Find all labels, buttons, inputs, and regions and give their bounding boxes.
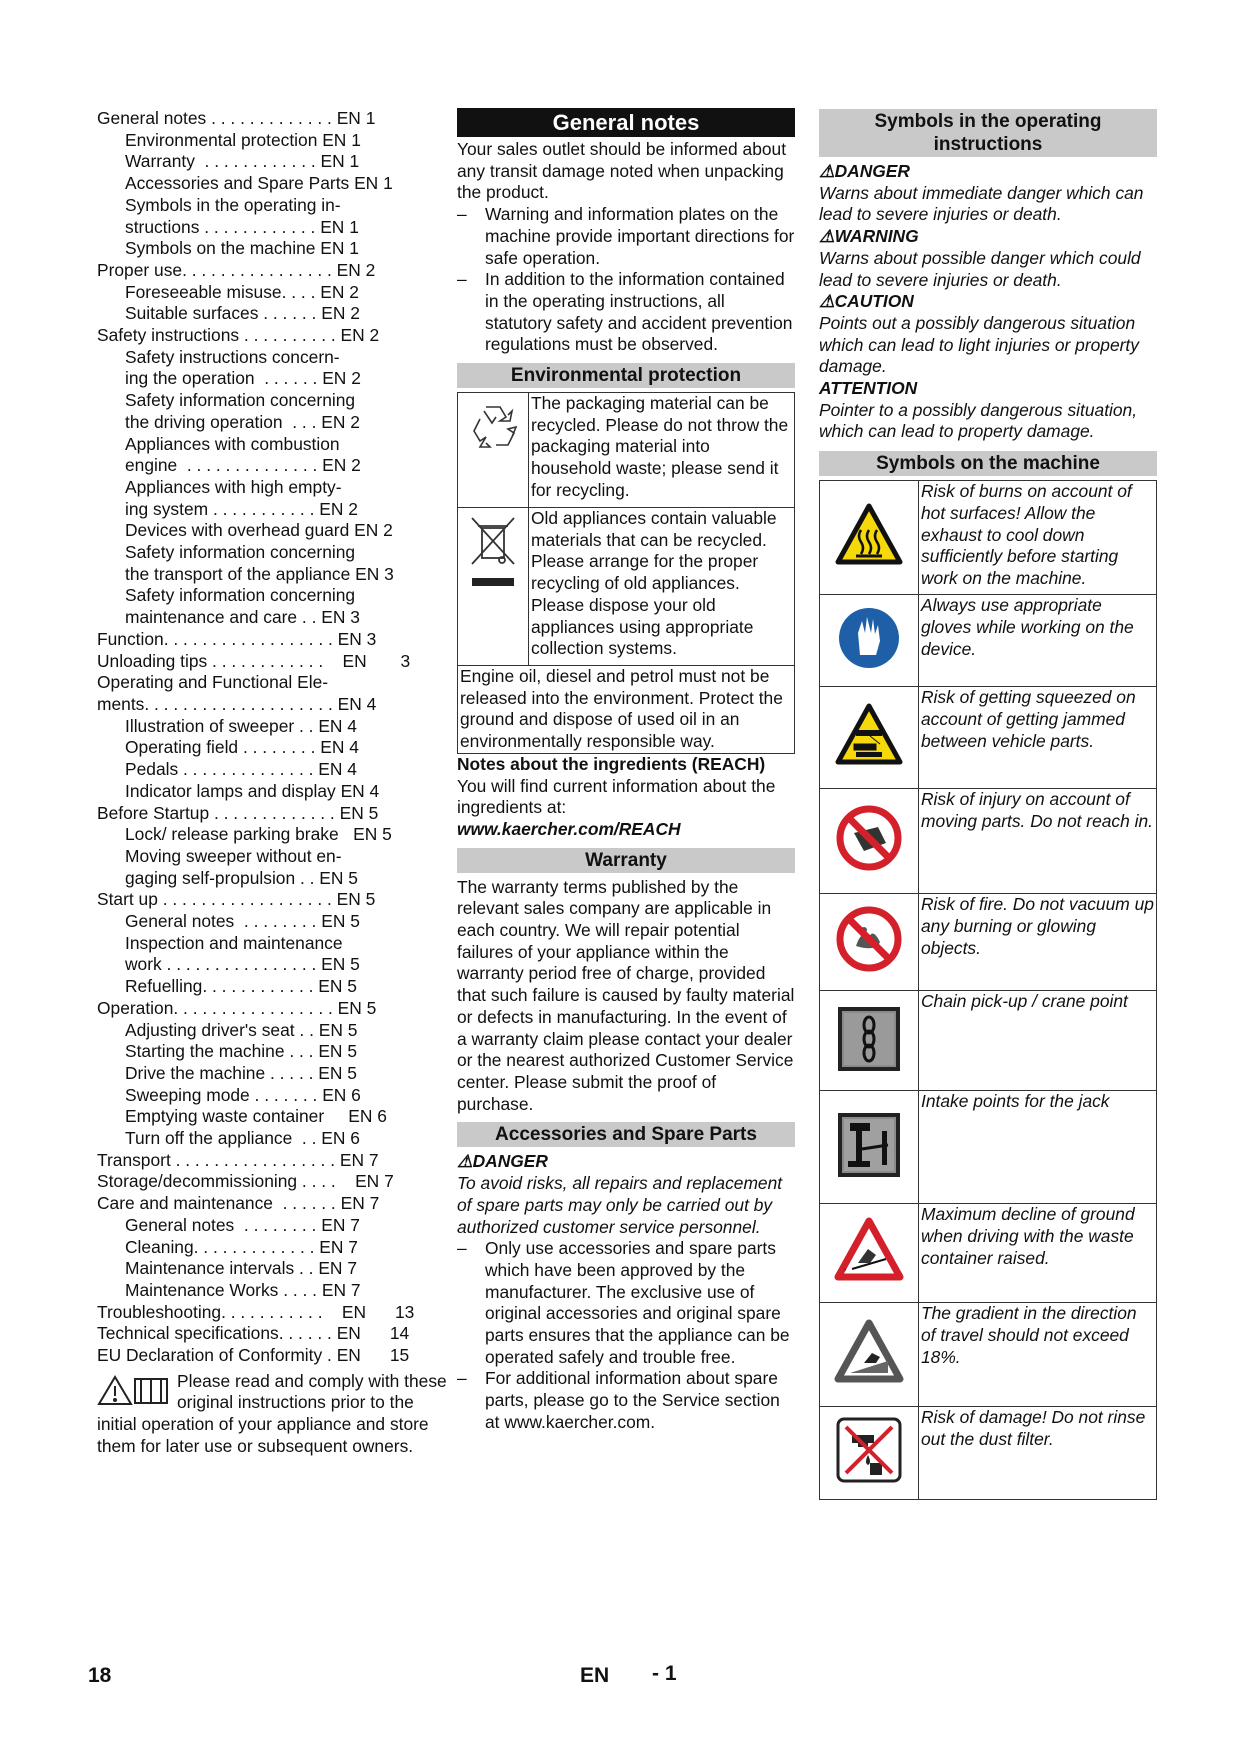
toc-entry[interactable]: maintenance and care . . EN 3: [125, 607, 360, 628]
toc-entry[interactable]: Moving sweeper without en-: [125, 845, 342, 866]
machine-symbol-text: Maximum decline of ground when driving with the waste container raised.: [919, 1204, 1157, 1303]
toc-entry[interactable]: Safety instructions concern-: [125, 346, 340, 367]
toc-entry[interactable]: Operating and Functional Ele-: [97, 672, 329, 693]
table-of-contents: [97, 108, 447, 1458]
machine-symbol-text: Risk of damage! Do not rinse out the dust filter.: [919, 1407, 1157, 1500]
table-row: [458, 393, 795, 508]
machine-symbol-text: The gradient in the direction of travel should not exceed 18%.: [919, 1303, 1157, 1407]
warning-triangle-icon: ⚠: [819, 226, 835, 247]
bullet-item: – Only use accessories and spare parts which have been approved by the manufacturer. The exclusive use of original accessories and original spare parts ensures that the appliance can be operated safely and trouble free.: [457, 1238, 790, 1367]
table-row: [820, 687, 1157, 789]
symbol-description: Points out a possibly dangerous situation which can lead to light injuries or property damage.: [819, 312, 1139, 377]
read-notice-text: Please read and comply with these original instructions prior to the initial operation of your appliance and store them for later use or subsequent owners.: [97, 1370, 447, 1456]
symbols-machine-heading: Symbols on the machine: [819, 451, 1157, 476]
middle-column: [457, 108, 795, 1434]
toc-entry[interactable]: Accessories and Spare Parts EN 1: [125, 173, 393, 194]
machine-symbol-text: Risk of fire. Do not vacuum up any burning or glowing objects.: [919, 894, 1157, 991]
table-row: [820, 1407, 1157, 1500]
reach-heading: Notes about the ingredients (REACH): [457, 753, 766, 774]
toc-entry[interactable]: Emptying waste container EN 6: [125, 1106, 387, 1127]
toc-entry[interactable]: Suitable surfaces . . . . . . EN 2: [125, 303, 360, 324]
warranty-heading: Warranty: [457, 848, 795, 873]
table-row: [820, 481, 1157, 595]
crossed-bin-icon: [458, 508, 529, 666]
toc-entry[interactable]: structions . . . . . . . . . . . . EN 1: [125, 216, 359, 237]
toc-entry[interactable]: ing system . . . . . . . . . . . EN 2: [125, 498, 358, 519]
bullet-text: For additional information about spare parts, please go to the Service section at www.kaercher.com.: [485, 1368, 780, 1432]
chain-pickup-icon: [820, 991, 919, 1091]
table-row: [458, 666, 795, 754]
page-number: 18: [88, 1664, 112, 1687]
section-page: - 1: [652, 1662, 677, 1685]
toc-entry[interactable]: Transport . . . . . . . . . . . . . . . . . EN 7: [97, 1149, 379, 1170]
toc-entry[interactable]: Appliances with high empty-: [125, 476, 342, 497]
warranty-text: The warranty terms published by the relevant sales company are applicable in each country. We will repair potential failures of your appliance within the warranty period free of charge, provided that such failure is caused by faulty material or defects in manufacturing. In the event of a warranty claim please contact your dealer or the nearest authorized Customer Service center. Please submit the proof of purchase.: [457, 876, 795, 1114]
toc-entry[interactable]: Function. . . . . . . . . . . . . . . . . . EN 3: [97, 628, 377, 649]
no-reach-in-icon: [820, 789, 919, 894]
environment-row-text: The packaging material can be recycled. Please do not throw the packaging material into household waste; please send it for recycling.: [529, 393, 795, 508]
max-decline-icon: [820, 1204, 919, 1303]
toc-entry[interactable]: Before Startup . . . . . . . . . . . . . EN 5: [97, 802, 379, 823]
bullet-text: Only use accessories and spare parts which have been approved by the manufacturer. The exclusive use of original accessories and original spare parts ensures that the appliance can be operated safely and trouble free.: [485, 1238, 790, 1367]
right-column: [819, 108, 1157, 1500]
toc-entry[interactable]: Troubleshooting. . . . . . . . . . . EN 13: [97, 1301, 415, 1322]
toc-entry[interactable]: Indicator lamps and display EN 4: [125, 780, 380, 801]
toc-entry[interactable]: Maintenance Works . . . . EN 7: [125, 1279, 361, 1300]
toc-entry[interactable]: Warranty . . . . . . . . . . . . EN 1: [125, 151, 360, 172]
bullet-text: Warning and information plates on the machine provide important directions for safe operation.: [485, 204, 795, 268]
toc-entry[interactable]: Unloading tips . . . . . . . . . . . . EN 3: [97, 650, 411, 671]
bullet-item: – For additional information about spare parts, please go to the Service section at www.kaercher.com.: [457, 1368, 780, 1432]
toc-entry[interactable]: work . . . . . . . . . . . . . . . . EN 5: [125, 954, 360, 975]
toc-entry[interactable]: General notes . . . . . . . . EN 7: [125, 1214, 360, 1235]
table-row: [820, 1091, 1157, 1204]
oil-note: Engine oil, diesel and petrol must not be released into the environment. Protect the ground and dispose of used oil in an environmentally responsible way.: [458, 666, 795, 754]
danger-label: ⚠DANGER: [457, 1151, 548, 1172]
toc-entry[interactable]: Cleaning. . . . . . . . . . . . . EN 7: [125, 1236, 358, 1257]
machine-symbol-text: Chain pick-up / crane point: [919, 991, 1157, 1091]
toc-entry[interactable]: Illustration of sweeper . . EN 4: [125, 715, 357, 736]
table-row: [820, 1204, 1157, 1303]
table-row: [820, 789, 1157, 894]
warning-triangle-icon: ⚠: [819, 161, 835, 181]
symbol-label: [819, 378, 1157, 400]
wear-gloves-icon: [820, 595, 919, 687]
toc-entry[interactable]: engine . . . . . . . . . . . . . . EN 2: [125, 455, 361, 476]
general-notes-heading: General notes: [457, 108, 795, 137]
symbol-description: Warns about immediate danger which can lead to severe injuries or death.: [819, 182, 1144, 225]
crush-hazard-icon: [820, 687, 919, 789]
toc-entry[interactable]: Sweeping mode . . . . . . . EN 6: [125, 1084, 361, 1105]
toc-entry[interactable]: Care and maintenance . . . . . . EN 7: [97, 1193, 380, 1214]
toc-entry[interactable]: Operating field . . . . . . . . EN 4: [125, 737, 359, 758]
machine-symbol-text: Intake points for the jack: [919, 1091, 1157, 1204]
toc-entry[interactable]: Adjusting driver's seat . . EN 5: [125, 1019, 358, 1040]
toc-entry[interactable]: the transport of the appliance EN 3: [125, 563, 394, 584]
toc-entry[interactable]: Drive the machine . . . . . EN 5: [125, 1062, 357, 1083]
toc-entry[interactable]: the driving operation . . . EN 2: [125, 411, 360, 432]
machine-symbol-text: Risk of burns on account of hot surfaces! Allow the exhaust to cool down sufficiently before starting work on the machine.: [919, 481, 1157, 595]
general-notes-intro: Your sales outlet should be informed about any transit damage noted when unpacking the product.: [457, 139, 787, 203]
table-row: [820, 595, 1157, 687]
symbol-label-text: CAUTION: [834, 291, 914, 312]
environment-heading: Environmental protection: [457, 363, 795, 388]
toc-entry[interactable]: Safety information concerning: [125, 390, 356, 411]
environment-table: [457, 392, 795, 754]
toc-entry[interactable]: Proper use. . . . . . . . . . . . . . . . EN 2: [97, 259, 376, 280]
accessories-heading: Accessories and Spare Parts: [457, 1122, 795, 1147]
warning-manual-icon: [97, 1373, 171, 1407]
symbol-label: [819, 291, 1157, 313]
machine-symbol-text: Always use appropriate gloves while working on the device.: [919, 595, 1157, 687]
toc-entry[interactable]: ing the operation . . . . . . EN 2: [125, 368, 361, 389]
toc-entry[interactable]: Pedals . . . . . . . . . . . . . . EN 4: [125, 759, 357, 780]
table-row: [820, 894, 1157, 991]
machine-symbols-table: [819, 480, 1157, 1500]
read-instructions-notice: [97, 1371, 447, 1458]
danger-text: To avoid risks, all repairs and replacement of spare parts may only be carried out by authorized customer service personnel.: [457, 1173, 783, 1237]
jack-point-icon: [820, 1091, 919, 1204]
toc-entry[interactable]: Symbols in the operating in-: [125, 194, 341, 215]
toc-entry[interactable]: Operation. . . . . . . . . . . . . . . . . EN 5: [97, 997, 377, 1018]
toc-entry[interactable]: Foreseeable misuse. . . . EN 2: [125, 281, 359, 302]
environment-row-text: Old appliances contain valuable materials that can be recycled. Please arrange for the proper recycling of old appliances. Please dispose your old appliances using appropriate collection systems.: [529, 508, 795, 666]
machine-symbol-text: Risk of getting squeezed on account of getting jammed between vehicle parts.: [919, 687, 1157, 789]
toc-entry[interactable]: Safety information concerning: [125, 585, 356, 606]
toc-entry[interactable]: Storage/decommissioning . . . . EN 7: [97, 1171, 394, 1192]
symbol-label-text: ATTENTION: [819, 378, 918, 399]
table-row: [820, 991, 1157, 1091]
symbols-instructions-heading: Symbols in the operating instructions: [819, 109, 1157, 157]
toc-entry[interactable]: Symbols on the machine EN 1: [125, 238, 359, 259]
gradient-icon: [820, 1303, 919, 1407]
no-rinse-filter-icon: [820, 1407, 919, 1500]
table-row: [820, 1303, 1157, 1407]
reach-link[interactable]: www.kaercher.com/REACH: [457, 818, 681, 839]
toc-entry[interactable]: Environmental protection EN 1: [125, 129, 361, 150]
toc-entry[interactable]: General notes . . . . . . . . . . . . . EN 1: [97, 108, 376, 128]
symbol-description: Warns about possible danger which could lead to severe injuries or death.: [819, 247, 1141, 290]
reach-text: You will find current information about the ingredients at:: [457, 775, 776, 818]
language-code: EN: [580, 1664, 610, 1687]
bullet-item: – In addition to the information contained in the operating instructions, all statutory safety and accident prevention regulations must be observed.: [457, 269, 793, 355]
symbol-label-text: WARNING: [834, 226, 919, 247]
no-burning-objects-icon: [820, 894, 919, 991]
toc-entry[interactable]: Safety information concerning: [125, 542, 356, 563]
hot-surface-warning-icon: [820, 481, 919, 595]
toc-entry[interactable]: Technical specifications. . . . . . EN 14: [97, 1323, 410, 1344]
toc-entry[interactable]: ments. . . . . . . . . . . . . . . . . . . . EN 4: [97, 693, 377, 714]
bullet-item: – Warning and information plates on the machine provide important directions for safe operation.: [457, 204, 795, 268]
toc-entry[interactable]: Appliances with combustion: [125, 433, 340, 454]
toc-entry[interactable]: Inspection and maintenance: [125, 932, 343, 953]
symbol-description: Pointer to a possibly dangerous situation, which can lead to property damage.: [819, 399, 1138, 442]
toc-entry[interactable]: EU Declaration of Conformity . EN 15: [97, 1345, 410, 1366]
toc-entry[interactable]: Devices with overhead guard EN 2: [125, 520, 393, 541]
toc-entry[interactable]: Starting the machine . . . EN 5: [125, 1041, 357, 1062]
toc-entry[interactable]: Turn off the appliance . . EN 6: [125, 1128, 360, 1149]
symbol-label-text: DANGER: [834, 161, 910, 181]
toc-entry[interactable]: gaging self-propulsion . . EN 5: [125, 867, 358, 888]
svg-text:°: °: [844, 1269, 847, 1276]
bullet-text: In addition to the information contained in the operating instructions, all statutory safety and accident prevention regulations must be observed.: [485, 269, 793, 355]
machine-symbol-text: Risk of injury on account of moving parts. Do not reach in.: [919, 789, 1157, 894]
warning-triangle-icon: ⚠: [819, 291, 835, 312]
toc-entry[interactable]: Safety instructions . . . . . . . . . . EN 2: [97, 325, 380, 346]
toc-entry[interactable]: Maintenance intervals . . EN 7: [125, 1258, 357, 1279]
symbol-label: [819, 226, 1157, 248]
recycling-icon: [458, 393, 529, 508]
symbol-label: [819, 161, 1157, 183]
toc-entry[interactable]: Refuelling. . . . . . . . . . . . EN 5: [125, 976, 357, 997]
toc-entry[interactable]: Start up . . . . . . . . . . . . . . . . . . EN 5: [97, 889, 376, 910]
warning-triangle-icon: ⚠: [457, 1151, 473, 1172]
toc-entry[interactable]: Lock/ release parking brake EN 5: [125, 824, 392, 845]
table-row: [458, 508, 795, 666]
toc-entry[interactable]: General notes . . . . . . . . EN 5: [125, 911, 360, 932]
